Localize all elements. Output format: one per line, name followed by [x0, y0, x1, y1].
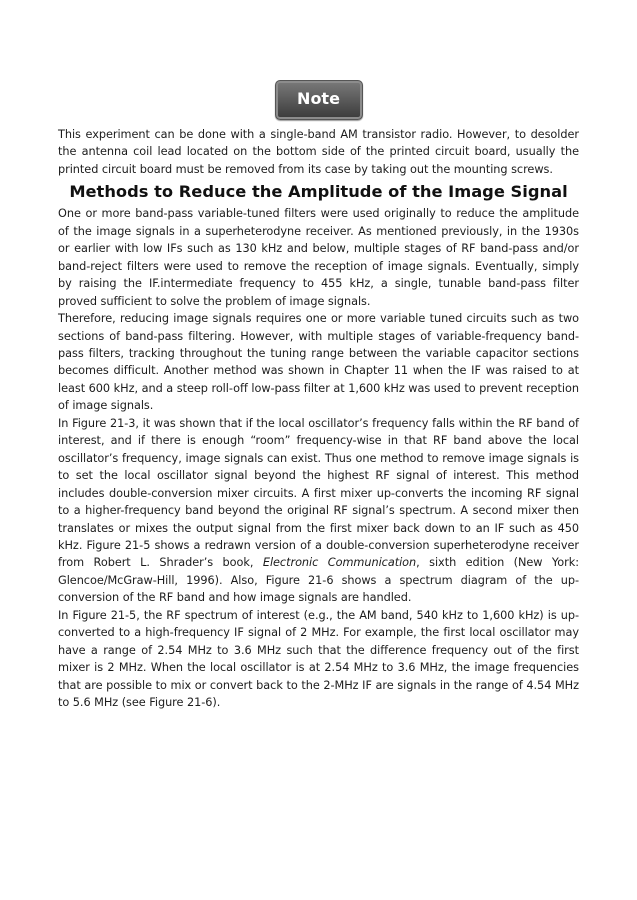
- paragraph-3-text-a: In Figure 21-3, it was shown that if the local oscillator’s frequency falls within the RF band of interest, and if there is enough “room” frequency-wise in that RF band above the local oscillator’s frequency, image signals can exist. Thus one method to remove image signals is to set the local oscillator signal beyond the highest RF signal of interest. This method includes double-conversion mixer circuits. A first mixer up-converts the incoming RF signal to a higher-frequency band beyond the original RF signal’s spectrum. A second mixer then translates or mixes the output signal from the first mixer back down to an IF such as 450 kHz. Figure 21-5 shows a redrawn version of a double-conversion superheterodyne receiver from Robert L. Shrader’s book,: [58, 416, 579, 570]
- paragraph-3-text-b: , sixth edition (New York: Glencoe/McGraw-Hill, 1996). Also, Figure 21-6 shows a spectrum diagram of the up-conversion of the RF band and how image signals are handled.: [58, 556, 579, 605]
- paragraph-1: One or more band-pass variable-tuned filters were used originally to reduce the amplitude of the image signals in a superheterodyne receiver. As mentioned previously, in the 1930s or earlier with low IFs such as 130 kHz and below, multiple stages of RF band-pass and/or band-reject filters were used to remove the reception of image signals. Eventually, simply by raising the IF.intermediate frequency to 455 kHz, a single, tunable band-pass filter proved sufficient to solve the problem of image signals.: [58, 207, 579, 308]
- paragraph-2: Therefore, reducing image signals requires one or more variable tuned circuits such as two sections of band-pass filtering. However, with multiple stages of variable-frequency band-pass filters, tracking throughout the tuning range between the variable capacitor sections becomes difficult. Another method was shown in Chapter 11 when the IF was raised to at least 600 kHz, and a steep roll-off low-pass filter at 1,600 kHz was used to prevent reception of image signals.: [58, 312, 579, 413]
- paragraph-3: [58, 415, 579, 607]
- section-heading: Methods to Reduce the Amplitude of the Image Signal: [69, 182, 568, 202]
- book-title: Electronic Communication: [262, 556, 417, 570]
- note-badge: Note: [275, 80, 363, 120]
- note-paragraph: This experiment can be done with a single-band AM transistor radio. However, to desolder the antenna coil lead located on the bottom side of the printed circuit board, usually the printed circuit board must be removed from its case by taking out the mounting screws.: [58, 128, 579, 176]
- paragraph-4: In Figure 21-5, the RF spectrum of interest (e.g., the AM band, 540 kHz to 1,600 kHz) is up-converted to a high-frequency IF signal of 2 MHz. For example, the first local oscillator may have a range of 2.54 MHz to 3.6 MHz such that the difference frequency out of the first mixer is 2 MHz. When the local oscillator is at 2.54 MHz to 3.6 MHz, the image frequencies that are possible to mix or convert back to the 2-MHz IF are signals in the range of 4.54 MHz to 5.6 MHz (see Figure 21-6).: [58, 608, 579, 710]
- document-page: [58, 80, 579, 712]
- note-header: [58, 80, 579, 120]
